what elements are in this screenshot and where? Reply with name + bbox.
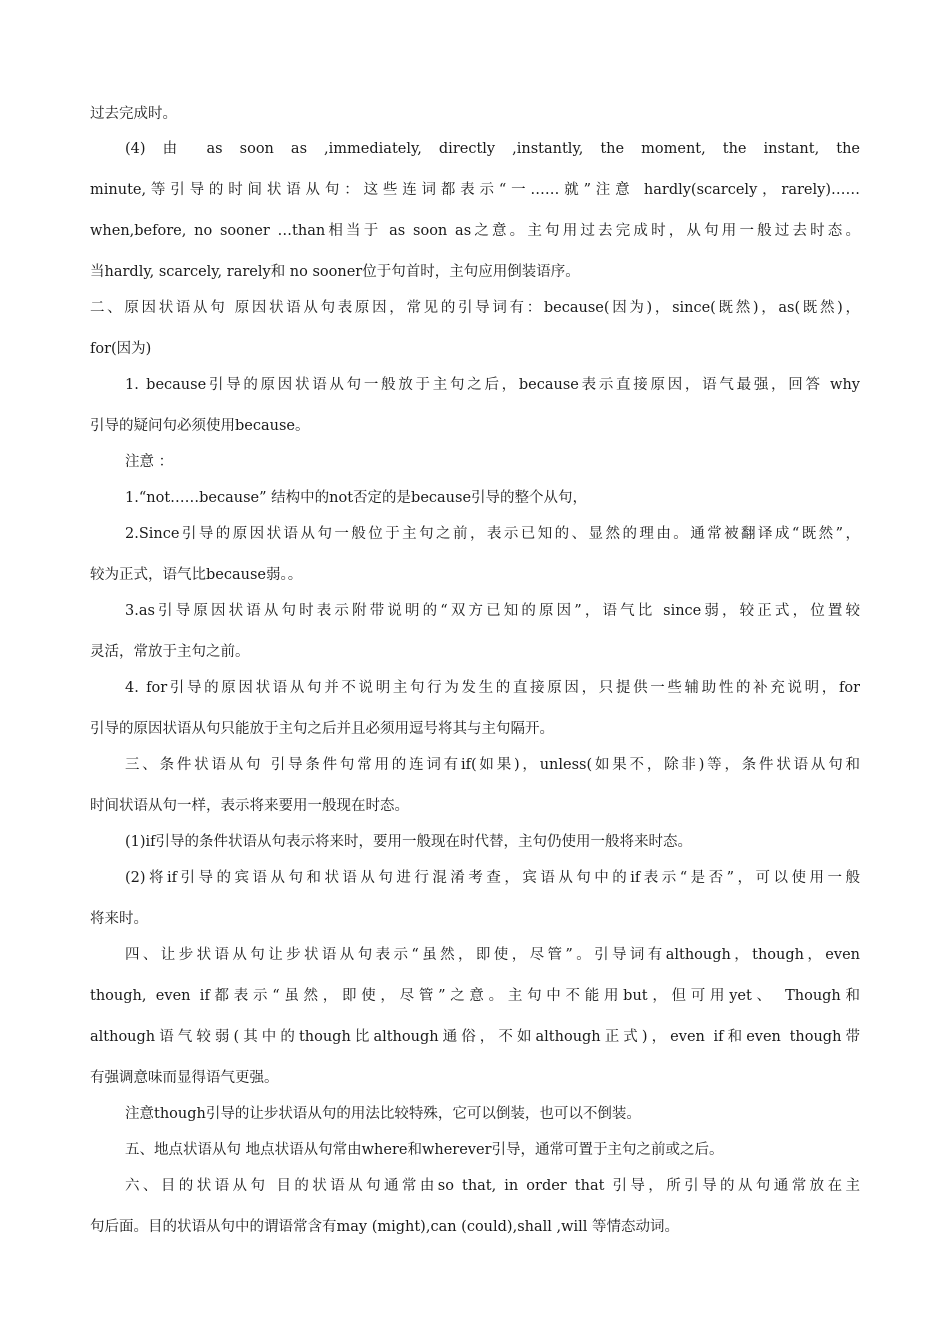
text-line: 注意 ： [125, 454, 174, 470]
text-line: although语气较弱(其中的though比although通俗，不如although正式)，even if和even though带 [90, 1029, 860, 1045]
section-heading-line: 二、原因状语从句 原因状语从句表原因，常见的引导词有：because(因为)，since(既然)，as(既然)， [90, 300, 860, 316]
text-line: 灵活，常放于主句之前。 [90, 644, 250, 660]
text-line: 过去完成时。 [90, 106, 177, 122]
section-heading-line: 四、让步状语从句让步状语从句表示“虽然，即使，尽管”。引导词有although，though，even [125, 947, 860, 963]
text-line: minute,等引导的时间状语从句：这些连词都表示“一……就”注意 hardly(scarcely，rarely)…… [90, 182, 860, 198]
text-line: 引导的疑问句必须使用because。 [90, 418, 310, 434]
text-line: (2)将if引导的宾语从句和状语从句进行混淆考查，宾语从句中的if表示“是否”，可以使用一般 [125, 870, 860, 886]
text-line: 1.“not……because” 结构中的not否定的是because引导的整个从句， [125, 490, 588, 506]
text-line: 将来时。 [90, 911, 148, 927]
text-line: when,before, no sooner …than相当于 as soon as之意。主句用过去完成时，从句用一般过去时态。 [90, 223, 860, 239]
text-line: 注意though引导的让步状语从句的用法比较特殊，它可以倒装，也可以不倒装。 [125, 1106, 641, 1122]
text-line: 较为正式，语气比because弱。。 [90, 567, 303, 583]
text-line: 引导的原因状语从句只能放于主句之后并且必须用逗号将其与主句隔开。 [90, 721, 554, 737]
text-line: 1. because引导的原因状语从句一般放于主句之后，because表示直接原因，语气最强，回答 why [125, 377, 860, 393]
section-heading-line: 五、地点状语从句 地点状语从句常由where和wherever引导，通常可置于主句之前或之后。 [125, 1142, 724, 1158]
section-heading-line: 六、目的状语从句 目的状语从句通常由so that, in order that 引导，所引导的从句通常放在主 [125, 1178, 860, 1194]
text-line: 2.Since引导的原因状语从句一般位于主句之前，表示已知的、显然的理由。通常被翻译成“既然”， [125, 526, 860, 542]
text-line: (4) 由 as soon as ,immediately, directly ,instantly, the moment, the instant, the [125, 141, 860, 157]
section-heading-line: 三、条件状语从句 引导条件句常用的连词有if(如果)，unless(如果不，除非)等，条件状语从句和 [125, 757, 860, 773]
text-line: 时间状语从句一样，表示将来要用一般现在时态。 [90, 798, 409, 814]
text-line: 3.as引导原因状语从句时表示附带说明的“双方已知的原因”，语气比 since弱，较正式，位置较 [125, 603, 860, 619]
text-line: (1)if引导的条件状语从句表示将来时，要用一般现在时代替，主句仍使用一般将来时态。 [125, 834, 693, 850]
text-line: 句后面。目的状语从句中的谓语常含有may (might),can (could),shall ,will 等情态动词。 [90, 1219, 680, 1235]
text-line: 有强调意味而显得语气更强。 [90, 1070, 279, 1086]
text-line: though, even if都表示“虽然，即使，尽管”之意。主句中不能用but，但可用yet、 Though和 [90, 988, 860, 1004]
text-line: 当hardly, scarcely, rarely和 no sooner位于句首时，主句应用倒装语序。 [90, 264, 580, 280]
text-line: for(因为) [90, 341, 152, 357]
text-line: 4. for引导的原因状语从句并不说明主句行为发生的直接原因，只提供一些辅助性的补充说明，for [125, 680, 860, 696]
